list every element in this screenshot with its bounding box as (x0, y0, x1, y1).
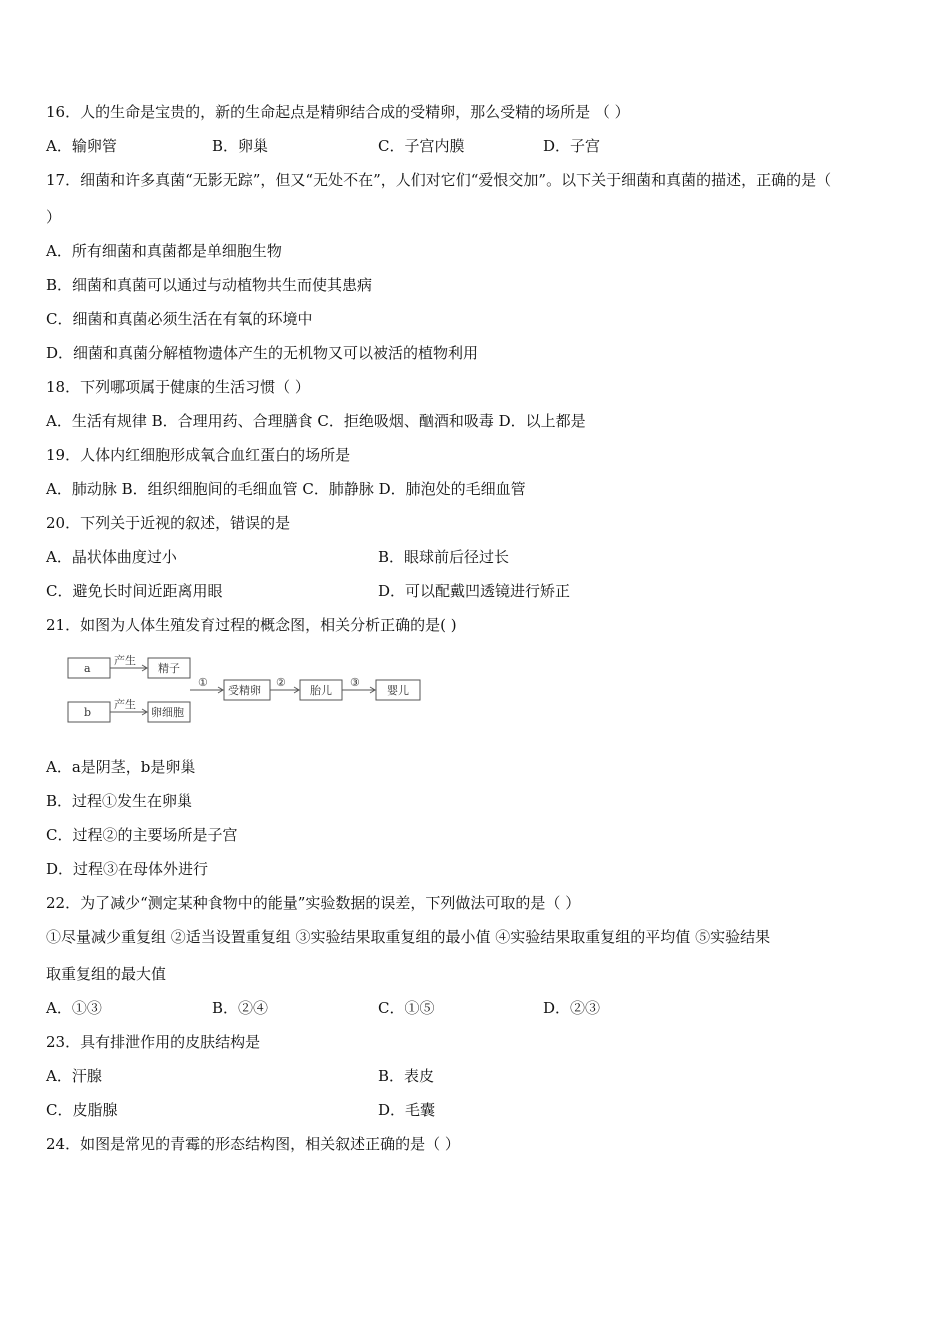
q21-option-b: B．过程①发生在卵巢 (46, 792, 193, 810)
question-16-stem: 16．人的生命是宝贵的，新的生命起点是精卵结合成的受精卵，那么受精的场所是 （ ） (46, 103, 630, 121)
label-a: a (84, 662, 91, 675)
q21-option-a: A．a是阴茎，b是卵巢 (46, 758, 196, 776)
q22-choices-line2: 取重复组的最大值 (46, 965, 167, 983)
label-produce-2: 产生 (114, 698, 136, 711)
q16-option-c: C．子宫内膜 (378, 137, 465, 155)
label-step2: ② (276, 676, 286, 689)
q16-option-d: D．子宫 (543, 137, 601, 155)
q17-option-d: D．细菌和真菌分解植物遗体产生的无机物又可以被活的植物利用 (46, 344, 479, 362)
reproduction-concept-diagram (62, 650, 432, 730)
q18-options: A．生活有规律 B．合理用药、合理膳食 C．拒绝吸烟、酗酒和吸毒 D．以上都是 (46, 412, 586, 430)
q23-option-d: D．毛囊 (378, 1101, 436, 1119)
label-baby: 婴儿 (387, 684, 409, 697)
label-b: b (84, 706, 92, 719)
label-zygote: 受精卵 (228, 684, 261, 697)
label-produce-1: 产生 (114, 654, 136, 667)
question-23-stem: 23．具有排泄作用的皮肤结构是 (46, 1033, 261, 1051)
q20-option-d: D．可以配戴凹透镜进行矫正 (378, 582, 571, 600)
q19-options: A．肺动脉 B．组织细胞间的毛细血管 C．肺静脉 D．肺泡处的毛细血管 (46, 480, 526, 498)
q17-option-c: C．细菌和真菌必须生活在有氧的环境中 (46, 310, 313, 328)
label-step3: ③ (350, 676, 360, 689)
label-sperm: 精子 (158, 662, 180, 675)
q16-option-b: B．卵巢 (212, 137, 269, 155)
question-17-stem: 17．细菌和许多真菌“无影无踪”，但又“无处不在”，人们对它们“爱恨交加”。以下关于细菌和真菌的描述，正确的是（ (46, 171, 832, 189)
q20-option-b: B．眼球前后径过长 (378, 548, 510, 566)
q21-option-d: D．过程③在母体外进行 (46, 860, 209, 878)
question-17-stem-cont: ） (46, 208, 62, 226)
q22-choices-line1: ①尽量减少重复组 ②适当设置重复组 ③实验结果取重复组的最小值 ④实验结果取重复组的平均值 ⑤实验结果 (46, 928, 771, 946)
q23-option-b: B．表皮 (378, 1067, 435, 1085)
question-21-stem: 21．如图为人体生殖发育过程的概念图，相关分析正确的是( ) (46, 616, 457, 634)
q22-option-b: B．②④ (212, 999, 269, 1017)
question-24-stem: 24．如图是常见的青霉的形态结构图，相关叙述正确的是（ ） (46, 1135, 460, 1153)
q22-option-a: A．①③ (46, 999, 102, 1017)
q22-option-d: D．②③ (543, 999, 601, 1017)
question-19-stem: 19．人体内红细胞形成氧合血红蛋白的场所是 (46, 446, 351, 464)
q21-option-c: C．过程②的主要场所是子宫 (46, 826, 238, 844)
q20-option-c: C．避免长时间近距离用眼 (46, 582, 223, 600)
label-fetus: 胎儿 (310, 684, 332, 697)
q22-option-c: C．①⑤ (378, 999, 435, 1017)
q17-option-a: A．所有细菌和真菌都是单细胞生物 (46, 242, 282, 260)
question-20-stem: 20．下列关于近视的叙述，错误的是 (46, 514, 291, 532)
q16-option-a: A．输卵管 (46, 137, 117, 155)
q23-option-c: C．皮脂腺 (46, 1101, 118, 1119)
question-18-stem: 18．下列哪项属于健康的生活习惯（ ） (46, 378, 310, 396)
label-step1: ① (198, 676, 208, 689)
label-egg: 卵细胞 (151, 706, 184, 719)
q23-option-a: A．汗腺 (46, 1067, 102, 1085)
q17-option-b: B．细菌和真菌可以通过与动植物共生而使其患病 (46, 276, 373, 294)
q20-option-a: A．晶状体曲度过小 (46, 548, 177, 566)
question-22-stem: 22．为了减少“测定某种食物中的能量”实验数据的误差，下列做法可取的是（ ） (46, 894, 581, 912)
